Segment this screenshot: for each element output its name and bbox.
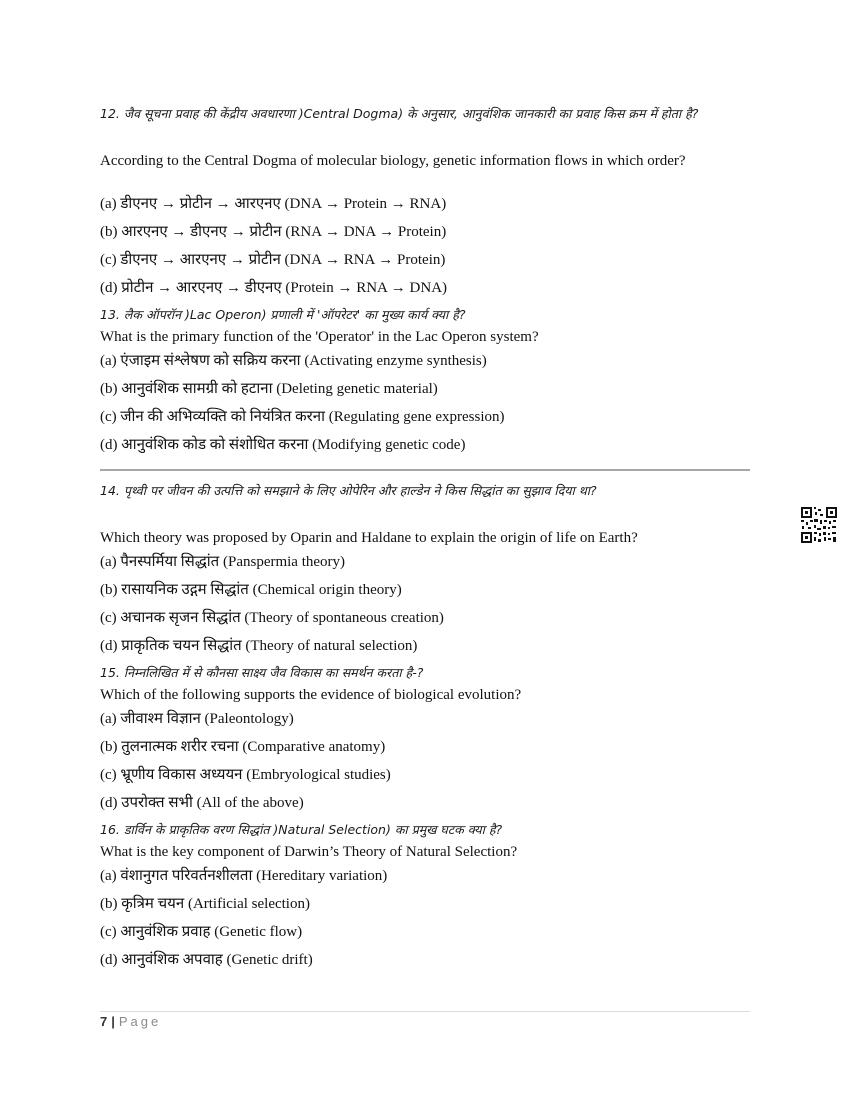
footer-divider [100,1011,750,1012]
question-14-option-d: (d) प्राकृतिक चयन सिद्धांत (Theory of natural selection) [100,638,418,654]
section-divider [100,469,750,471]
question-13-option-a: (a) एंजाइम संश्लेषण को सक्रिय करना (Activating enzyme synthesis) [100,353,487,369]
question-13-option-b: (b) आनुवंशिक सामग्री को हटाना (Deleting genetic material) [100,381,438,397]
question-15-option-c: (c) भ्रूणीय विकास अध्ययन (Embryological studies) [100,767,391,783]
question-12-hindi: 12. जैव सूचना प्रवाह की केंद्रीय अवधारणा )Central Dogma) के अनुसार, आनुवंशिक जानकारी का प्रवाह किस क्रम में होता है? [100,106,699,121]
question-16-english: What is the key component of Darwin’s Theory of Natural Selection? [100,844,518,860]
question-13-hindi: 13. लैक ऑपरॉन )Lac Operon) प्रणाली में 'ऑपरेटर' का मुख्य कार्य क्या है? [100,307,466,322]
question-16-option-c: (c) आनुवंशिक प्रवाह (Genetic flow) [100,924,303,940]
question-16-option-a: (a) वंशानुगत परिवर्तनशीलता (Hereditary variation) [100,868,388,884]
page-number: 7 [100,1014,108,1029]
question-12-option-a: (a) डीएनए → प्रोटीन → आरएनए (DNA → Protein → RNA) [100,196,447,212]
page-label: Page [118,1014,162,1029]
question-15-option-d: (d) उपरोक्त सभी (All of the above) [100,795,304,811]
question-16-option-d: (d) आनुवंशिक अपवाह (Genetic drift) [100,952,313,968]
question-16-option-b: (b) कृत्रिम चयन (Artificial selection) [100,896,310,912]
question-12-option-d: (d) प्रोटीन → आरएनए → डीएनए (Protein → RNA → DNA) [100,280,448,296]
question-14-hindi: 14. पृथ्वी पर जीवन की उत्पत्ति को समझाने के लिए ओपेरिन और हाल्डेन ने किस सिद्धांत का सुझाव दिया था? [100,483,597,498]
footer-separator: | [111,1014,115,1029]
question-13-option-d: (d) आनुवंशिक कोड को संशोधित करना (Modifying genetic code) [100,437,466,453]
question-14-option-a: (a) पैनस्पर्मिया सिद्धांत (Panspermia theory) [100,554,346,570]
question-15-english: Which of the following supports the evidence of biological evolution? [100,687,522,703]
question-13-option-c: (c) जीन की अभिव्यक्ति को नियंत्रित करना (Regulating gene expression) [100,409,505,425]
question-15-option-a: (a) जीवाश्म विज्ञान (Paleontology) [100,711,294,727]
page-footer [100,1014,161,1029]
question-14-english: Which theory was proposed by Oparin and Haldane to explain the origin of life on Earth? [100,530,638,546]
question-14-option-b: (b) रासायनिक उद्गम सिद्धांत (Chemical origin theory) [100,582,402,598]
question-12-option-b: (b) आरएनए → डीएनए → प्रोटीन (RNA → DNA → Protein) [100,224,447,240]
question-15-hindi: 15. निम्नलिखित में से कौनसा साक्ष्य जैव विकास का समर्थन करता है-? [100,665,424,680]
question-15-option-b: (b) तुलनात्मक शरीर रचना (Comparative anatomy) [100,739,386,755]
question-14-option-c: (c) अचानक सृजन सिद्धांत (Theory of spontaneous creation) [100,610,444,626]
question-13-english: What is the primary function of the 'Operator' in the Lac Operon system? [100,329,539,345]
question-16-hindi: 16. डार्विन के प्राकृतिक वरण सिद्धांत )Natural Selection) का प्रमुख घटक क्या है? [100,822,503,837]
question-12-option-c: (c) डीएनए → आरएनए → प्रोटीन (DNA → RNA → Protein) [100,252,446,268]
question-12-english: According to the Central Dogma of molecular biology, genetic information flows in which order? [100,153,686,169]
qr-code [800,506,838,544]
